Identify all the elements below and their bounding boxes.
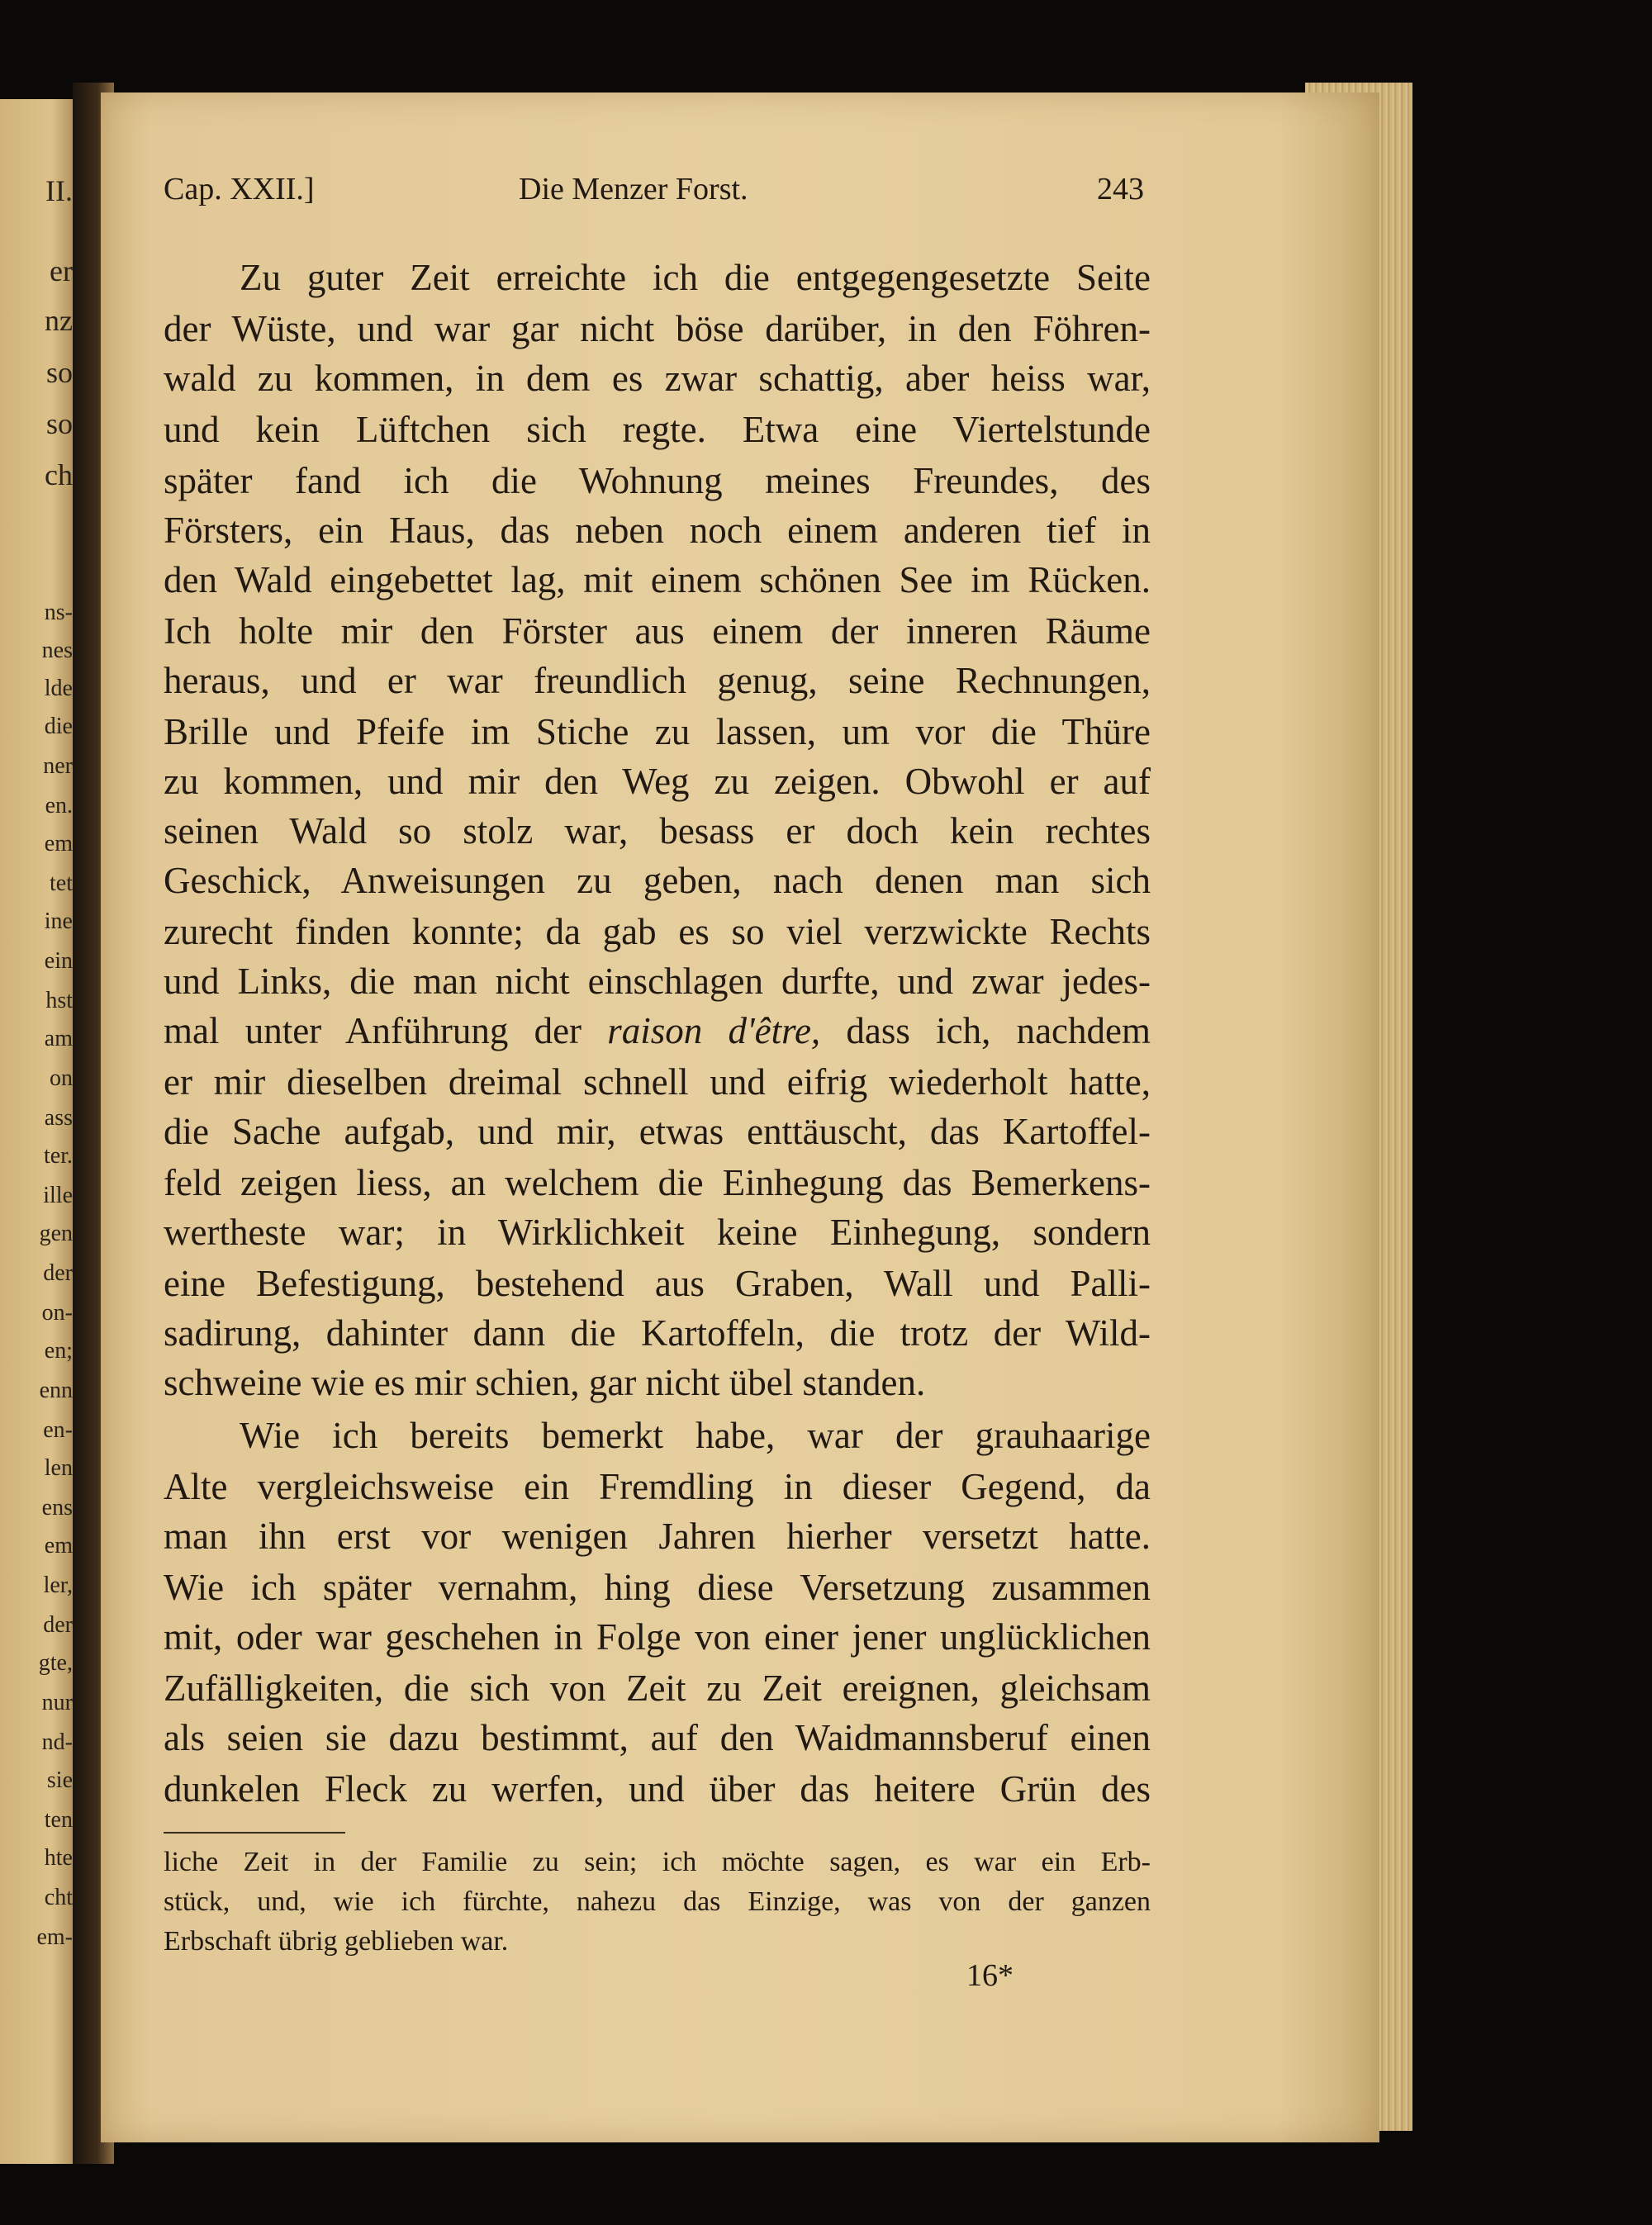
left-fragment: gen — [39, 1221, 73, 1246]
left-fragment: len — [44, 1455, 73, 1481]
body-line: wald zu kommen, in dem es zwar schattig, aber heiss war, — [164, 358, 1151, 399]
body-line: sadirung, dahinter dann die Kartoffeln, die trotz der Wild- — [164, 1312, 1151, 1354]
left-fragment: tet — [50, 871, 73, 896]
italic-phrase: raison d'être, — [607, 1010, 821, 1051]
signature-mark: 16* — [966, 1958, 1014, 1993]
left-fragment: II. — [45, 174, 73, 207]
body-line: Alte vergleichsweise ein Fremdling in dieser Gegend, da — [164, 1466, 1151, 1507]
left-fragment: em — [44, 831, 73, 856]
left-fragment: ch — [45, 458, 73, 491]
left-fragment: ns- — [44, 600, 73, 625]
left-fragment: ein — [44, 948, 73, 974]
left-fragment: ens — [41, 1495, 73, 1520]
left-fragment: nes — [41, 638, 73, 663]
body-line: seinen Wald so stolz war, besass er doch kein rechtes — [164, 810, 1151, 852]
body-line: und kein Lüftchen sich regte. Etwa eine Viertelstunde — [164, 409, 1151, 450]
running-head-title: Die Menzer Forst. — [519, 172, 748, 206]
page-number: 243 — [1097, 172, 1144, 206]
left-fragment: sie — [46, 1767, 73, 1793]
body-line: Wie ich bereits bemerkt habe, war der grauhaarige — [240, 1415, 1151, 1456]
left-fragment: ille — [43, 1183, 73, 1208]
body-line: dunkelen Fleck zu werfen, und über das heitere Grün des — [164, 1768, 1151, 1810]
left-fragment: en; — [44, 1338, 73, 1364]
body-line: Försters, ein Haus, das neben noch einem anderen tief in — [164, 510, 1151, 551]
body-line-part: mal unter Anführung der — [164, 1010, 582, 1051]
body-line: heraus, und er war freundlich genug, seine Rechnungen, — [164, 660, 1151, 701]
body-line: Ich holte mir den Förster aus einem der inneren Räume — [164, 610, 1151, 652]
body-line: Zufälligkeiten, die sich von Zeit zu Zeit ereignen, gleichsam — [164, 1668, 1151, 1709]
body-line: wertheste war; in Wirklichkeit keine Einhegung, sondern — [164, 1212, 1151, 1253]
body-line: Wie ich später vernahm, hing diese Versetzung zusammen — [164, 1567, 1151, 1608]
left-fragment: so — [45, 407, 73, 440]
left-fragment: on — [50, 1065, 73, 1091]
body-line: er mir dieselben dreimal schnell und eifrig wiederholt hatte, — [164, 1061, 1151, 1103]
left-fragment: hte — [44, 1845, 73, 1871]
left-fragment: gte, — [38, 1650, 73, 1676]
left-fragment: ten — [44, 1807, 73, 1833]
footnote-line: stück, und, wie ich fürchte, nahezu das Einzige, was von der ganzen — [164, 1886, 1151, 1917]
left-fragment: on- — [41, 1300, 73, 1326]
body-line: zurecht finden konnte; da gab es so viel verzwickte Rechts — [164, 911, 1151, 952]
body-line: feld zeigen liess, an welchem die Einhegung das Bemerkens- — [164, 1162, 1151, 1203]
body-line: später fand ich die Wohnung meines Freundes, des — [164, 460, 1151, 501]
left-fragment: die — [44, 714, 73, 739]
left-fragment: so — [45, 356, 73, 389]
left-fragment: nz — [45, 304, 73, 337]
left-fragment: cht — [44, 1885, 73, 1910]
body-line: als seien sie dazu bestimmt, auf den Waidmannsberuf einen — [164, 1717, 1151, 1758]
body-line: die Sache aufgab, und mir, etwas enttäuscht, das Kartoffel- — [164, 1111, 1151, 1152]
left-fragment: ner — [43, 753, 73, 779]
left-fragment: nur — [41, 1690, 73, 1715]
body-line-part: dass ich, nachdem — [846, 1010, 1151, 1051]
body-line: eine Befestigung, bestehend aus Graben, Wall und Palli- — [164, 1263, 1151, 1304]
body-line: der Wüste, und war gar nicht böse darüber, in den Föhren- — [164, 308, 1151, 349]
left-fragment: en. — [45, 793, 73, 818]
body-line: und Links, die man nicht einschlagen durfte, und zwar jedes- — [164, 961, 1151, 1002]
footnote-line: Erbschaft übrig geblieben war. — [164, 1926, 509, 1957]
left-fragment: lde — [44, 676, 73, 701]
body-line-mixed — [164, 1007, 1151, 1055]
body-line: Geschick, Anweisungen zu geben, nach denen man sich — [164, 860, 1151, 901]
body-line: Brille und Pfeife im Stiche zu lassen, um vor die Thüre — [164, 711, 1151, 752]
body-line: mit, oder war geschehen in Folge von einer jener unglücklichen — [164, 1616, 1151, 1658]
left-fragment: am — [44, 1026, 73, 1051]
left-fragment: em — [44, 1533, 73, 1558]
left-fragment: ass — [44, 1105, 73, 1131]
footnote-line: liche Zeit in der Familie zu sein; ich möchte sagen, es war ein Erb- — [164, 1847, 1151, 1877]
body-line: Zu guter Zeit erreichte ich die entgegengesetzte Seite — [240, 257, 1151, 298]
left-fragment: em- — [36, 1924, 73, 1950]
left-fragment: ter. — [44, 1143, 73, 1169]
body-line: zu kommen, und mir den Weg zu zeigen. Obwohl er auf — [164, 761, 1151, 802]
left-fragment: er — [50, 254, 73, 287]
left-fragment: der — [43, 1612, 73, 1638]
left-fragment: enn — [39, 1378, 73, 1403]
left-fragment: hst — [45, 988, 73, 1013]
running-head-chapter: Cap. XXII.] — [164, 172, 315, 206]
body-line: schweine wie es mir schien, gar nicht übel standen. — [164, 1362, 926, 1403]
body-line: man ihn erst vor wenigen Jahren hierher versetzt hatte. — [164, 1516, 1151, 1557]
body-line: den Wald eingebettet lag, mit einem schönen See im Rücken. — [164, 559, 1151, 600]
left-fragment: nd- — [41, 1729, 73, 1755]
left-fragment: en- — [43, 1417, 73, 1443]
footnote-rule — [164, 1832, 345, 1834]
left-fragment: ine — [44, 909, 73, 934]
left-fragment: ler, — [43, 1573, 73, 1598]
left-fragment: der — [43, 1260, 73, 1286]
